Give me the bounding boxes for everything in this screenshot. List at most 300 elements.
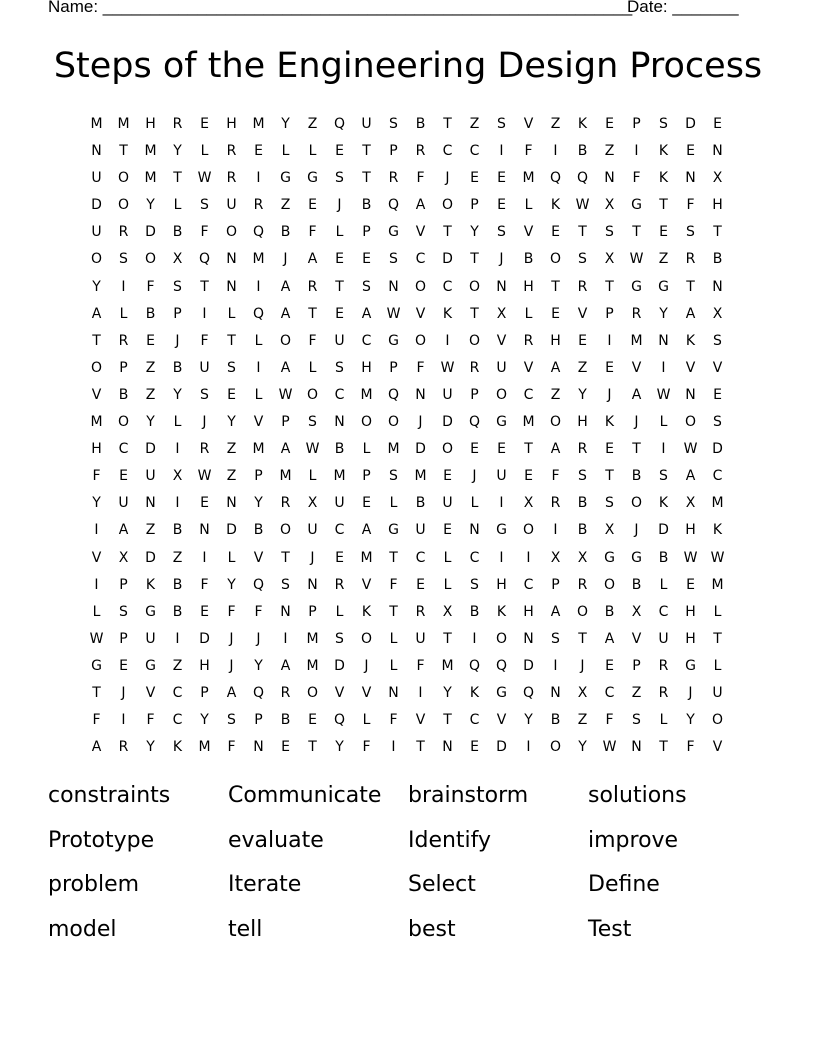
grid-letter: L [173, 414, 182, 431]
grid-letter: F [632, 170, 641, 187]
grid-letter: O [441, 197, 454, 214]
grid-letter: A [550, 603, 561, 620]
grid-letter: G [631, 278, 642, 295]
grid-letter: A [91, 305, 102, 322]
grid-letter: S [389, 251, 398, 268]
grid-letter: F [551, 468, 560, 485]
grid-letter: U [442, 495, 453, 512]
grid-letter: T [443, 116, 452, 132]
page-title: Steps of the Engineering Design Process [53, 46, 763, 86]
grid-letter: M [360, 386, 373, 403]
grid-letter: X [523, 495, 534, 512]
grid-letter: E [200, 116, 209, 132]
grid-letter: I [499, 549, 504, 566]
grid-letter: O [225, 224, 238, 241]
grid-letter: R [658, 657, 669, 674]
grid-letter: Q [252, 684, 265, 701]
grid-letter: D [523, 657, 534, 674]
grid-letter: J [256, 630, 261, 647]
grid-letter: S [605, 224, 614, 241]
grid-letter: I [661, 359, 666, 376]
grid-letter: F [686, 739, 695, 756]
grid-letter: F [308, 332, 317, 349]
grid-letter: V [253, 414, 264, 431]
grid-letter: Q [495, 657, 508, 674]
grid-letter: P [605, 305, 614, 322]
grid-letter: Z [307, 116, 318, 132]
grid-letter: R [658, 684, 669, 701]
grid-letter: C [523, 576, 534, 593]
grid-letter: I [499, 495, 504, 512]
grid-letter: B [280, 224, 291, 241]
grid-letter: B [118, 386, 129, 403]
grid-letter: Q [549, 170, 562, 187]
grid-letter: T [92, 332, 101, 349]
grid-letter: B [523, 251, 534, 268]
grid-letter: E [713, 116, 722, 132]
word-bank-item: solutions [588, 783, 687, 808]
grid-letter: T [551, 278, 560, 295]
grid-letter: W [278, 386, 293, 403]
grid-letter: X [712, 170, 723, 187]
grid-letter: P [281, 414, 290, 431]
grid-letter: J [283, 251, 288, 268]
grid-letter: C [118, 441, 129, 458]
grid-letter: I [94, 522, 99, 539]
grid-letter: W [197, 468, 212, 485]
grid-letter: B [658, 549, 669, 566]
grid-letter: V [631, 630, 642, 647]
grid-letter: E [470, 739, 479, 756]
word-bank-item: brainstorm [408, 783, 529, 808]
grid-letter: T [632, 224, 641, 241]
grid-letter: A [91, 739, 102, 756]
grid-letter: L [254, 332, 263, 349]
grid-letter: Y [524, 712, 533, 729]
grid-letter: K [712, 522, 723, 539]
grid-letter: E [605, 441, 614, 458]
grid-letter: Z [145, 522, 156, 539]
grid-letter: I [202, 305, 207, 322]
grid-letter: X [604, 197, 615, 214]
grid-letter: E [308, 712, 317, 729]
grid-letter: A [280, 441, 291, 458]
grid-letter: O [117, 197, 130, 214]
grid-letter: E [227, 386, 236, 403]
grid-letter: I [499, 143, 504, 160]
grid-letter: L [335, 603, 344, 620]
grid-letter: H [685, 603, 696, 620]
grid-letter: Y [146, 739, 155, 756]
grid-row [83, 680, 731, 707]
grid-letter: O [468, 278, 481, 295]
grid-letter: F [389, 712, 398, 729]
grid-letter: S [470, 576, 479, 593]
word-bank-item: Define [588, 872, 660, 897]
grid-letter: X [685, 495, 696, 512]
grid-letter: I [175, 441, 180, 458]
grid-letter: K [496, 603, 507, 620]
grid-letter: Q [387, 197, 400, 214]
grid-letter: T [389, 603, 398, 620]
grid-letter: A [307, 251, 318, 268]
word-bank-item: Prototype [48, 827, 155, 853]
grid-letter: N [91, 143, 102, 160]
grid-letter: N [253, 739, 264, 756]
grid-letter: Y [227, 576, 236, 593]
grid-letter: X [712, 305, 723, 322]
grid-letter: T [686, 278, 695, 295]
grid-letter: U [91, 170, 102, 187]
grid-letter: T [281, 549, 290, 566]
grid-letter: I [256, 170, 261, 187]
grid-letter: V [712, 739, 723, 756]
grid-letter: W [683, 549, 698, 566]
grid-letter: N [226, 278, 237, 295]
grid-letter: K [172, 739, 183, 756]
grid-letter: X [172, 468, 183, 485]
grid-letter: Z [469, 116, 480, 132]
grid-row [83, 572, 731, 599]
grid-letter: Y [92, 278, 101, 295]
grid-letter: G [631, 197, 642, 214]
grid-letter: Z [577, 359, 588, 376]
grid-letter: R [388, 170, 399, 187]
grid-row [83, 653, 731, 680]
grid-letter: D [712, 441, 723, 458]
grid-letter: Q [333, 712, 346, 729]
grid-letter: Q [252, 576, 265, 593]
grid-letter: V [496, 712, 507, 729]
grid-letter: A [631, 386, 642, 403]
grid-letter: I [175, 630, 180, 647]
grid-letter: C [172, 712, 183, 729]
grid-letter: H [577, 414, 588, 431]
grid-letter: I [121, 712, 126, 729]
grid-letter: B [253, 522, 264, 539]
grid-letter: L [659, 576, 668, 593]
grid-letter: O [387, 414, 400, 431]
grid-letter: R [280, 684, 291, 701]
grid-letter: F [416, 170, 425, 187]
grid-letter: E [308, 197, 317, 214]
grid-row [83, 355, 731, 382]
grid-letter: P [632, 116, 641, 132]
word-bank-item: constraints [48, 783, 171, 808]
grid-letter: D [496, 739, 507, 756]
grid-letter: S [362, 278, 371, 295]
grid-letter: O [630, 495, 643, 512]
grid-letter: J [175, 332, 180, 349]
grid-letter: O [117, 414, 130, 431]
grid-letter: K [469, 684, 480, 701]
grid-letter: L [281, 143, 290, 160]
grid-letter: S [119, 251, 128, 268]
grid-letter: C [415, 251, 426, 268]
grid-letter: L [200, 143, 209, 160]
grid-letter: Z [172, 549, 183, 566]
grid-letter: U [496, 468, 507, 485]
grid-letter: V [415, 305, 426, 322]
grid-letter: G [280, 170, 291, 187]
grid-letter: P [362, 224, 371, 241]
grid-letter: Y [146, 197, 155, 214]
grid-letter: O [522, 522, 535, 539]
grid-letter: Y [254, 657, 263, 674]
grid-letter: B [415, 116, 426, 132]
grid-letter: U [442, 386, 453, 403]
grid-letter: I [607, 332, 612, 349]
grid-letter: H [361, 359, 372, 376]
grid-letter: P [254, 712, 263, 729]
grid-letter: J [499, 251, 504, 268]
grid-letter: P [551, 576, 560, 593]
grid-letter: B [577, 143, 588, 160]
grid-letter: S [335, 170, 344, 187]
grid-letter: I [175, 495, 180, 512]
grid-letter: T [227, 332, 236, 349]
grid-letter: R [226, 143, 237, 160]
grid-letter: V [91, 386, 102, 403]
grid-letter: Z [145, 359, 156, 376]
grid-letter: Q [522, 684, 535, 701]
grid-row [83, 192, 731, 219]
grid-row [83, 111, 731, 138]
grid-letter: A [118, 522, 129, 539]
grid-letter: S [632, 712, 641, 729]
grid-letter: U [118, 495, 129, 512]
grid-letter: I [121, 278, 126, 295]
grid-letter: G [388, 332, 399, 349]
grid-letter: O [495, 386, 508, 403]
grid-letter: E [335, 251, 344, 268]
grid-letter: O [306, 386, 319, 403]
grid-letter: T [389, 549, 398, 566]
grid-letter: B [172, 522, 183, 539]
grid-letter: E [200, 495, 209, 512]
grid-letter: B [631, 468, 642, 485]
grid-letter: C [712, 468, 723, 485]
grid-letter: Q [198, 251, 211, 268]
grid-letter: P [632, 657, 641, 674]
grid-letter: E [416, 576, 425, 593]
grid-letter: X [307, 495, 318, 512]
grid-letter: K [604, 414, 615, 431]
grid-letter: O [603, 576, 616, 593]
grid-letter: L [308, 468, 317, 485]
grid-letter: K [685, 332, 696, 349]
grid-letter: G [631, 549, 642, 566]
word-bank-item: model [48, 916, 117, 942]
grid-letter: P [470, 197, 479, 214]
grid-letter: R [415, 603, 426, 620]
grid-letter: T [713, 224, 722, 241]
grid-letter: A [226, 684, 237, 701]
grid-letter: E [605, 116, 614, 132]
grid-letter: E [497, 170, 506, 187]
grid-letter: S [200, 386, 209, 403]
grid-letter: Y [443, 684, 452, 701]
grid-letter: S [713, 414, 722, 431]
grid-letter: J [688, 684, 693, 701]
grid-row [83, 138, 731, 165]
grid-letter: T [335, 278, 344, 295]
grid-letter: G [307, 170, 318, 187]
grid-letter: R [118, 739, 129, 756]
grid-letter: R [280, 495, 291, 512]
grid-letter: F [200, 332, 209, 349]
grid-letter: M [441, 657, 454, 674]
grid-letter: E [605, 657, 614, 674]
grid-letter: I [472, 630, 477, 647]
grid-letter: B [577, 522, 588, 539]
grid-letter: T [470, 251, 479, 268]
grid-letter: E [281, 739, 290, 756]
grid-letter: N [712, 278, 723, 295]
grid-letter: E [578, 332, 587, 349]
grid-letter: I [634, 143, 639, 160]
grid-letter: R [307, 278, 318, 295]
grid-letter: S [686, 224, 695, 241]
date-field-label: Date: _______ [627, 0, 739, 16]
grid-letter: Y [173, 143, 182, 160]
grid-letter: K [145, 576, 156, 593]
grid-letter: O [414, 278, 427, 295]
grid-letter: S [659, 468, 668, 485]
grid-letter: L [443, 576, 452, 593]
grid-letter: Q [468, 657, 481, 674]
grid-letter: N [442, 739, 453, 756]
word-bank-item: improve [588, 827, 679, 853]
grid-letter: T [362, 170, 371, 187]
grid-letter: K [442, 305, 453, 322]
grid-letter: S [227, 359, 236, 376]
grid-letter: A [280, 278, 291, 295]
grid-letter: H [91, 441, 102, 458]
grid-letter: J [634, 414, 639, 431]
grid-letter: T [416, 739, 425, 756]
grid-letter: C [361, 332, 372, 349]
grid-letter: V [523, 116, 534, 132]
grid-letter: B [469, 603, 480, 620]
grid-letter: U [199, 359, 210, 376]
grid-letter: B [577, 495, 588, 512]
grid-letter: F [686, 197, 695, 214]
grid-letter: V [91, 549, 102, 566]
grid-letter: T [632, 441, 641, 458]
grid-letter: S [227, 712, 236, 729]
grid-letter: P [389, 143, 398, 160]
grid-letter: L [389, 630, 398, 647]
grid-row [83, 436, 731, 463]
grid-letter: L [713, 657, 722, 674]
grid-letter: T [119, 143, 128, 160]
grid-row [83, 545, 731, 572]
grid-letter: M [333, 468, 346, 485]
grid-letter: F [146, 278, 155, 295]
word-bank-item: best [408, 916, 456, 942]
grid-letter: S [335, 630, 344, 647]
grid-letter: L [308, 359, 317, 376]
word-bank-item: evaluate [228, 827, 324, 853]
word-bank-item: Identify [408, 827, 492, 853]
grid-letter: A [280, 359, 291, 376]
grid-letter: N [550, 684, 561, 701]
grid-letter: V [712, 359, 723, 376]
grid-letter: B [631, 576, 642, 593]
grid-letter: A [280, 305, 291, 322]
grid-letter: D [91, 197, 102, 214]
grid-letter: Y [578, 739, 587, 756]
grid-letter: N [280, 603, 291, 620]
grid-letter: S [551, 630, 560, 647]
grid-row [83, 409, 731, 436]
grid-letter: T [443, 224, 452, 241]
grid-letter: E [470, 441, 479, 458]
grid-letter: Z [658, 251, 669, 268]
grid-letter: E [335, 549, 344, 566]
grid-letter: I [661, 441, 666, 458]
grid-letter: E [443, 468, 452, 485]
grid-letter: S [578, 468, 587, 485]
grid-letter: J [202, 414, 207, 431]
grid-letter: V [253, 549, 264, 566]
grid-letter: V [577, 305, 588, 322]
grid-letter: V [496, 332, 507, 349]
grid-letter: J [580, 657, 585, 674]
grid-letter: I [418, 684, 423, 701]
grid-letter: E [470, 170, 479, 187]
grid-letter: E [713, 386, 722, 403]
grid-letter: T [470, 305, 479, 322]
grid-letter: F [605, 712, 614, 729]
grid-letter: N [226, 495, 237, 512]
grid-letter: J [229, 630, 234, 647]
grid-letter: T [362, 143, 371, 160]
grid-letter: H [523, 603, 534, 620]
grid-letter: W [440, 359, 455, 376]
grid-letter: K [658, 495, 669, 512]
grid-letter: H [496, 576, 507, 593]
grid-letter: F [308, 224, 317, 241]
grid-letter: C [469, 143, 480, 160]
grid-letter: I [553, 657, 558, 674]
grid-letter: S [335, 359, 344, 376]
grid-letter: T [173, 170, 182, 187]
grid-letter: O [414, 332, 427, 349]
grid-letter: T [605, 468, 614, 485]
grid-letter: B [172, 576, 183, 593]
grid-letter: W [710, 549, 725, 566]
grid-letter: M [711, 576, 724, 593]
grid-letter: U [91, 224, 102, 241]
grid-row [83, 490, 731, 517]
grid-letter: M [387, 441, 400, 458]
grid-letter: K [658, 170, 669, 187]
grid-letter: J [472, 468, 477, 485]
grid-letter: T [659, 197, 668, 214]
grid-letter: R [577, 441, 588, 458]
grid-letter: J [229, 657, 234, 674]
grid-letter: F [524, 143, 533, 160]
grid-letter: M [117, 116, 130, 132]
grid-letter: N [415, 386, 426, 403]
grid-letter: L [443, 549, 452, 566]
grid-letter: P [200, 684, 209, 701]
grid-letter: L [713, 603, 722, 620]
grid-letter: C [334, 522, 345, 539]
grid-letter: I [553, 143, 558, 160]
